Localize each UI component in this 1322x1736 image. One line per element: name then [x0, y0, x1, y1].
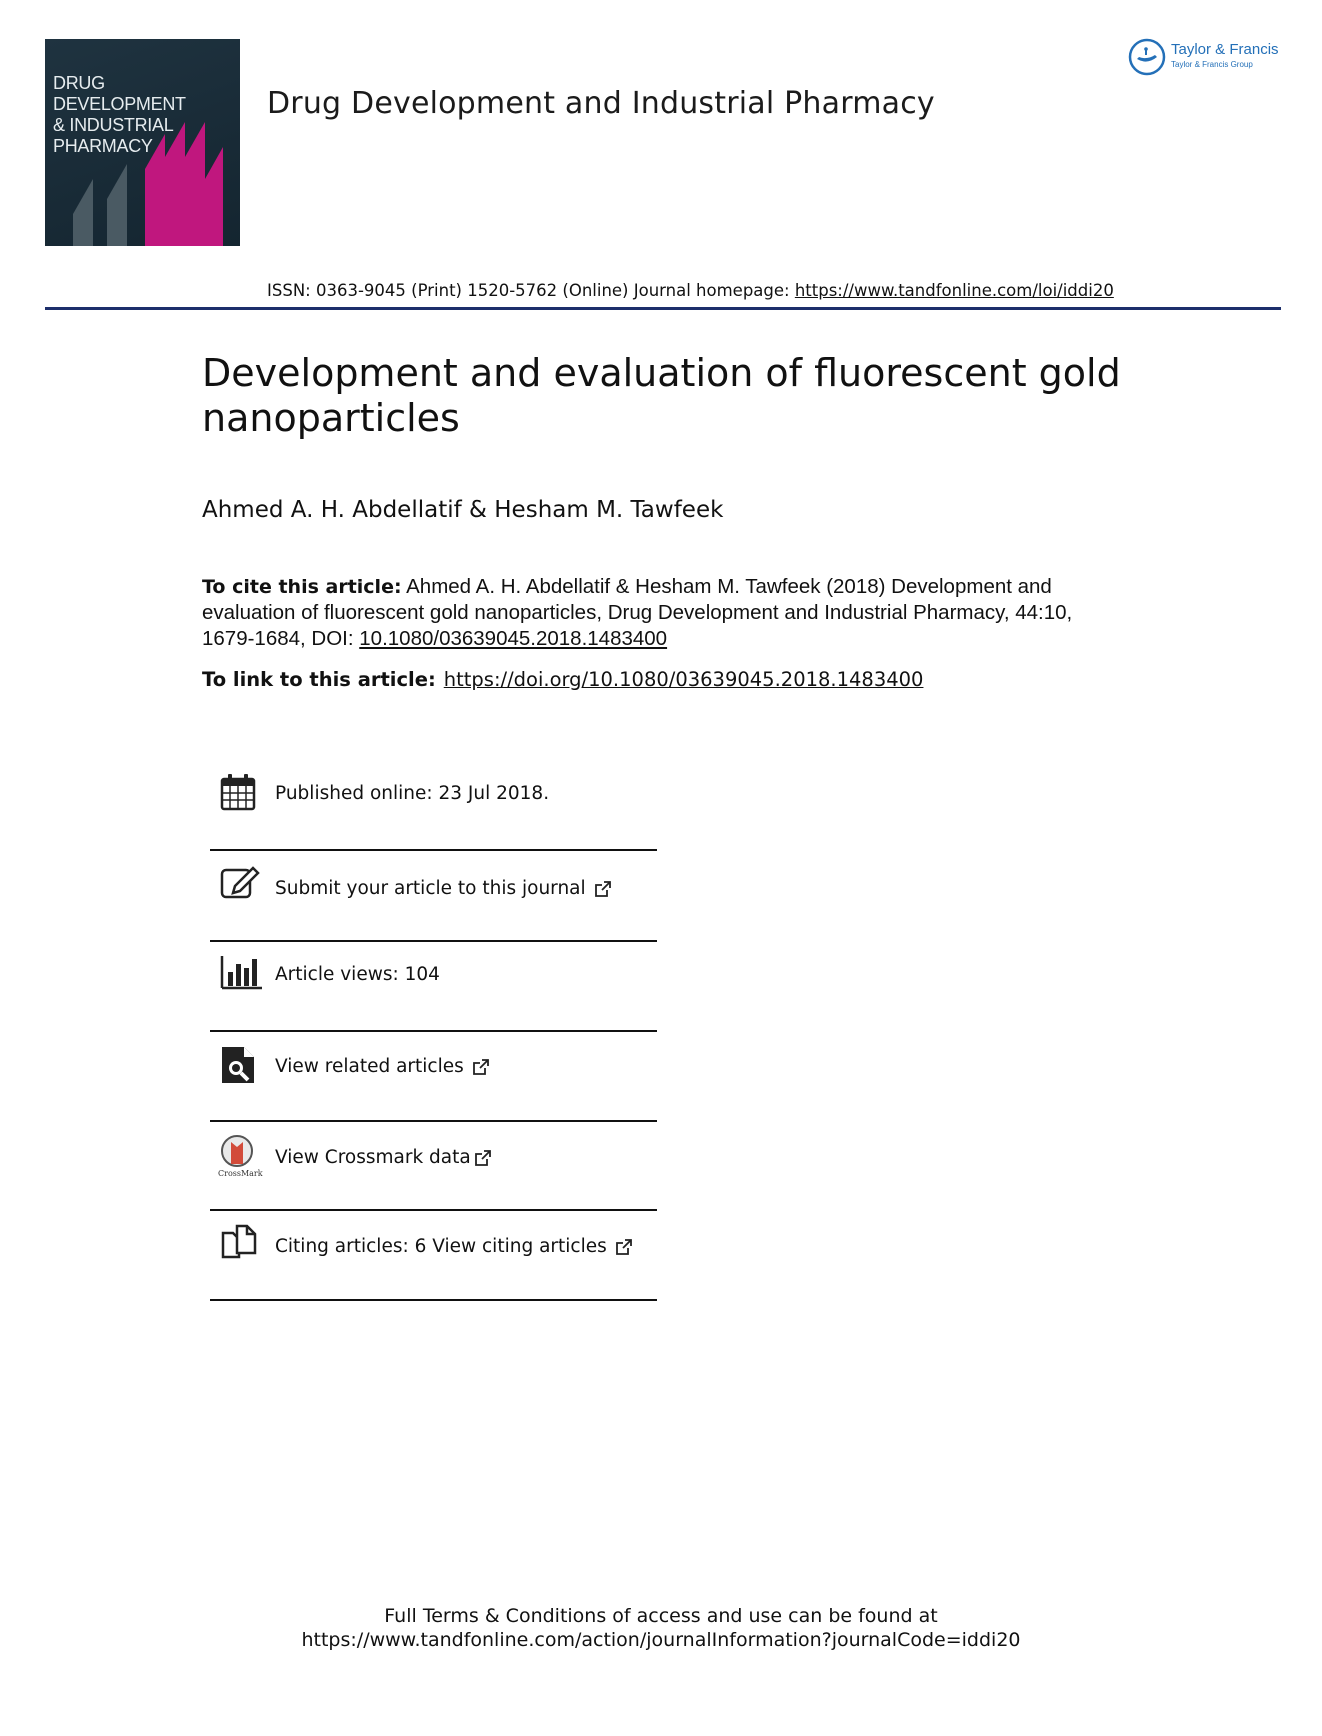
header-divider	[45, 307, 1281, 310]
footer-terms-link[interactable]: https://www.tandfonline.com/action/journalInformation?journalCode=iddi20	[301, 1629, 1021, 1651]
published-online-text: Published online: 23 Jul 2018.	[275, 783, 550, 804]
crossmark-text: View Crossmark data	[275, 1147, 471, 1168]
citing-articles-text: Citing articles: 6 View citing articles	[275, 1236, 607, 1257]
external-link-icon	[472, 1058, 490, 1076]
publisher-group: Taylor & Francis Group	[1171, 60, 1253, 69]
submit-article-link[interactable]	[275, 878, 612, 899]
info-divider	[210, 1030, 657, 1032]
submit-article-text: Submit your article to this journal	[275, 878, 586, 899]
crossmark-logo	[220, 1135, 264, 1179]
external-link-icon	[594, 880, 612, 898]
issn-text: ISSN: 0363-9045 (Print) 1520-5762 (Online) Journal homepage:	[267, 281, 795, 300]
cite-label: To cite this article:	[202, 576, 402, 598]
crossmark-link[interactable]	[275, 1147, 492, 1168]
journal-title: Drug Development and Industrial Pharmacy	[267, 86, 935, 121]
cite-text: Ahmed A. H. Abdellatif & Hesham M. Tawfeek (2018) Development and evaluation of fluorescent gold nanoparticles, Drug Development and Industrial Pharmacy, 44:10, 1679-1684, DOI:	[202, 575, 1073, 650]
related-articles-text: View related articles	[275, 1056, 464, 1077]
journal-cover-image	[45, 39, 240, 246]
published-online-row	[210, 770, 657, 820]
bar-chart-icon	[220, 955, 262, 991]
crossmark-logo-text: CrossMark	[218, 1169, 263, 1178]
info-divider	[210, 1209, 657, 1211]
article-doi-link[interactable]: https://doi.org/10.1080/03639045.2018.1483400	[443, 668, 924, 691]
publisher-logo[interactable]	[1128, 38, 1288, 78]
article-title: Development and evaluation of fluorescent gold nanoparticles	[202, 351, 1121, 440]
publisher-name: Taylor & Francis	[1171, 41, 1279, 58]
cite-doi-link[interactable]: 10.1080/03639045.2018.1483400	[359, 627, 668, 650]
edit-icon	[220, 864, 260, 900]
external-link-icon	[474, 1149, 492, 1167]
calendar-icon	[220, 773, 256, 811]
crossmark-icon	[220, 1135, 264, 1169]
related-articles-link[interactable]	[275, 1056, 490, 1077]
related-articles-row[interactable]	[210, 1043, 657, 1093]
link-label: To link to this article:	[202, 668, 436, 691]
info-divider	[210, 849, 657, 851]
article-authors: Ahmed A. H. Abdellatif & Hesham M. Tawfeek	[202, 497, 724, 523]
footer-line-1: Full Terms & Conditions of access and use can be found at	[384, 1605, 938, 1627]
external-link-icon	[615, 1238, 633, 1256]
article-views-row	[210, 953, 657, 1003]
crossmark-row[interactable]	[210, 1133, 657, 1183]
journal-homepage-link[interactable]: https://www.tandfonline.com/loi/iddi20	[794, 281, 1114, 300]
publisher-lamp-icon	[1128, 38, 1166, 76]
issn-line	[267, 281, 1114, 300]
cover-title: DRUG DEVELOPMENT & INDUSTRIAL PHARMACY	[53, 73, 186, 156]
document-search-icon	[220, 1045, 256, 1085]
citing-articles-link[interactable]	[275, 1236, 633, 1257]
footer-terms	[0, 1604, 1322, 1652]
copy-documents-icon	[220, 1223, 260, 1263]
info-divider	[210, 1120, 657, 1122]
info-divider	[210, 1299, 657, 1301]
info-divider	[210, 940, 657, 942]
article-views-text: Article views: 104	[275, 964, 440, 985]
citing-articles-row[interactable]	[210, 1222, 657, 1272]
submit-article-row[interactable]	[210, 862, 657, 912]
citation-block	[202, 574, 1122, 652]
article-link-line	[202, 668, 923, 691]
